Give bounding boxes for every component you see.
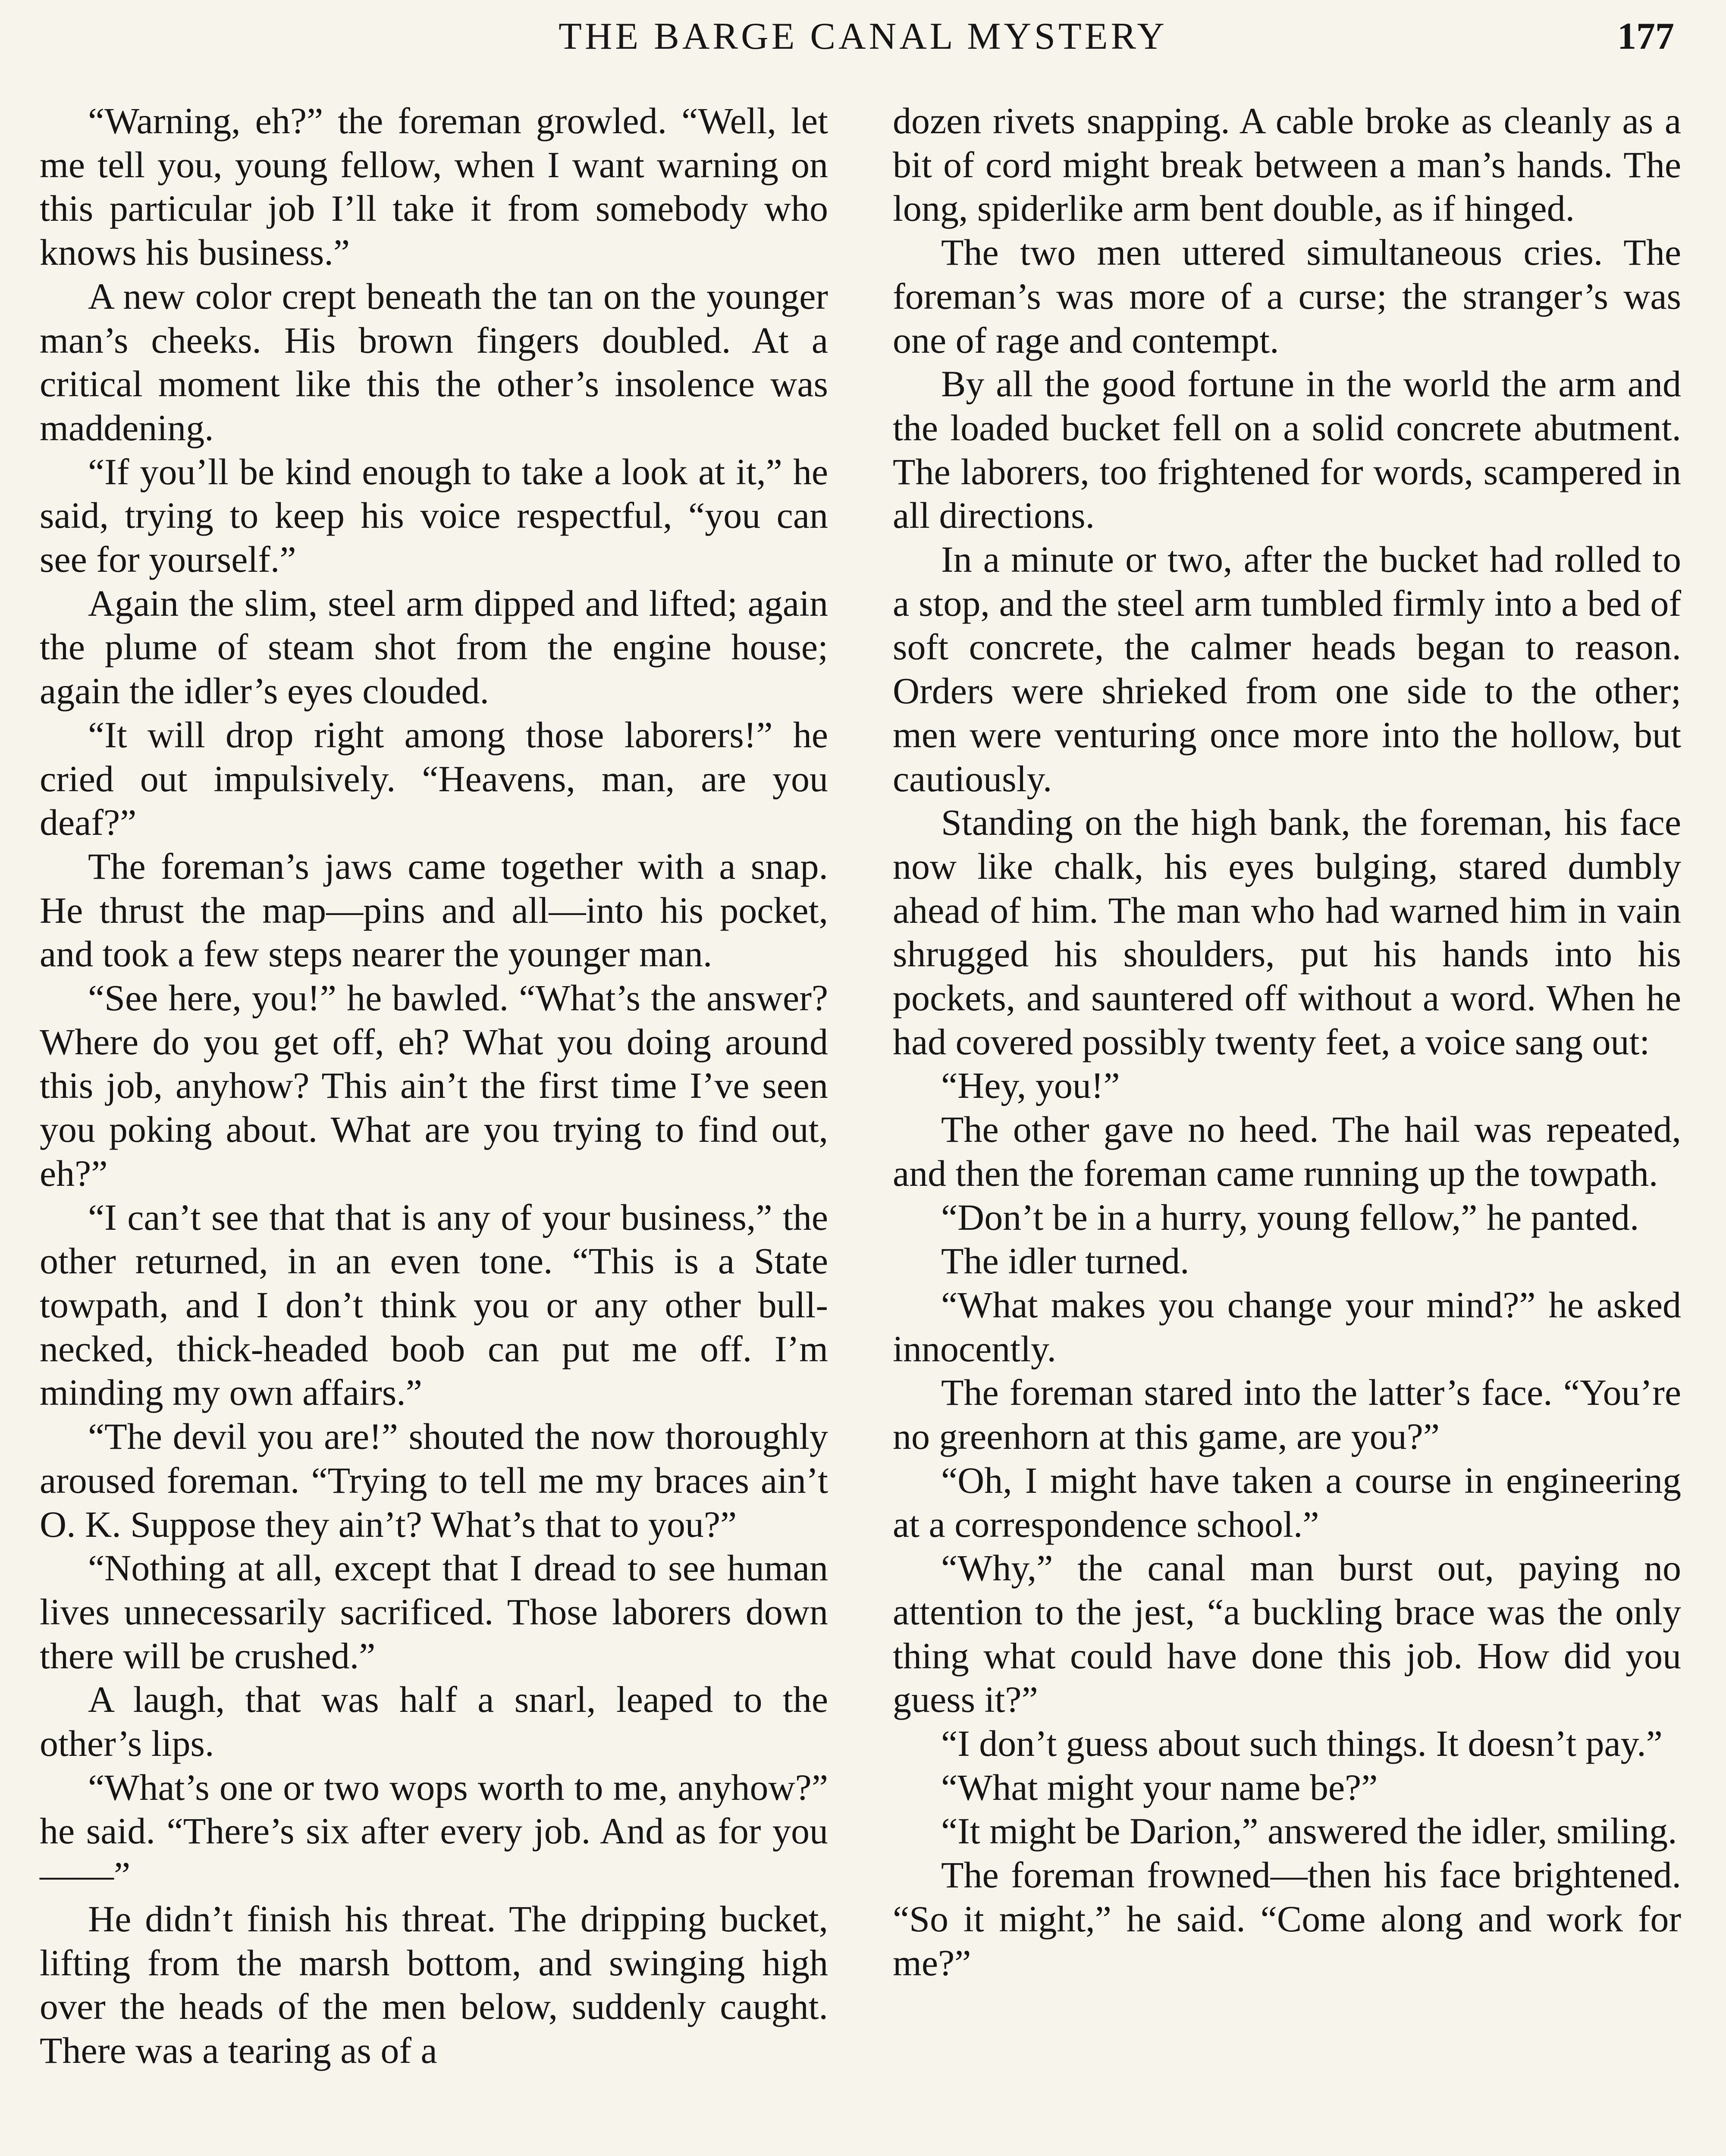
paragraph: The other gave no heed. The hail was repeated, and then the foreman came running up the towpath. [893, 1109, 1681, 1194]
paragraph: “Why,” the canal man burst out, paying no attention to the jest, “a buckling brace was the only thing what could have done this job. How did you guess it?” [893, 1547, 1681, 1720]
paragraph: “If you’ll be kind enough to take a look at it,” he said, trying to keep his voice respectful, “you can see for yourself.” [40, 451, 828, 580]
right-column [893, 99, 1681, 1985]
paragraph: “It will drop right among those laborers!” he cried out impulsively. “Heavens, man, are you deaf?” [40, 714, 828, 843]
paragraph: A laugh, that was half a snarl, leaped to the other’s lips. [40, 1679, 828, 1764]
running-title: THE BARGE CANAL MYSTERY [559, 16, 1167, 57]
paragraph: The foreman frowned—then his face brightened. “So it might,” he said. “Come along and work for me?” [893, 1854, 1681, 1984]
paragraph: “I can’t see that that is any of your business,” the other returned, in an even tone. “This is a State towpath, and I don’t think you or any other bull-necked, thick-headed boob can put me off. I’m minding my own affairs.” [40, 1196, 828, 1413]
paragraph: Standing on the high bank, the foreman, his face now like chalk, his eyes bulging, stared dumbly ahead of him. The man who had warned him in vain shrugged his shoulders, put his hands into his pockets, and sauntered off without a word. When he had covered possibly twenty feet, a voice sang out: [893, 802, 1681, 1062]
paragraph: He didn’t finish his threat. The dripping bucket, lifting from the marsh bottom, and swinging high over the heads of the men below, suddenly caught. There was a tearing as of a [40, 1898, 828, 2071]
page-header [52, 13, 1674, 60]
paragraph: “What might your name be?” [941, 1766, 1378, 1808]
paragraph: The foreman stared into the latter’s face. “You’re no greenhorn at this game, are you?” [893, 1372, 1681, 1457]
paragraph: “What’s one or two wops worth to me, anyhow?” he said. “There’s six after every job. And as for you——” [40, 1766, 828, 1896]
left-column [40, 99, 828, 2073]
paragraph: “See here, you!” he bawled. “What’s the answer? Where do you get off, eh? What you doing around this job, anyhow? This ain’t the first time I’ve seen you poking about. What are you trying to find out, eh?” [40, 977, 828, 1194]
paragraph: Again the slim, steel arm dipped and lifted; again the plume of steam shot from the engine house; again the idler’s eyes clouded. [40, 582, 828, 712]
paragraph: The foreman’s jaws came together with a snap. He thrust the map—pins and all—into his pocket, and took a few steps nearer the younger man. [40, 845, 828, 975]
paragraph: By all the good fortune in the world the arm and the loaded bucket fell on a solid concrete abutment. The laborers, too frightened for words, scampered in all directions. [893, 363, 1681, 536]
paragraph: The idler turned. [941, 1240, 1189, 1282]
paragraph: In a minute or two, after the bucket had rolled to a stop, and the steel arm tumbled firmly into a bed of soft concrete, the calmer heads began to reason. Orders were shrieked from one side to the other; men were venturing once more into the hollow, but cautiously. [893, 539, 1681, 799]
paragraph: A new color crept beneath the tan on the younger man’s cheeks. His brown fingers doubled. At a critical moment like this the other’s insolence was maddening. [40, 275, 828, 448]
paragraph: “Don’t be in a hurry, young fellow,” he panted. [941, 1196, 1639, 1238]
paragraph: The two men uttered simultaneous cries. The foreman’s was more of a curse; the stranger’s was one of rage and contempt. [893, 232, 1681, 361]
paragraph: “The devil you are!” shouted the now thoroughly aroused foreman. “Trying to tell me my braces ain’t O. K. Suppose they ain’t? What’s that to you?” [40, 1416, 828, 1545]
paragraph: “I don’t guess about such things. It doesn’t pay.” [941, 1723, 1663, 1764]
paragraph: “Hey, you!” [941, 1065, 1120, 1106]
paragraph-continuation: dozen rivets snapping. A cable broke as cleanly as a bit of cord might break between a man’s hands. The long, spiderlike arm bent double, as if hinged. [893, 100, 1681, 229]
page-number: 177 [1617, 16, 1674, 57]
paragraph: “Warning, eh?” the foreman growled. “Well, let me tell you, young fellow, when I want warning on this particular job I’ll take it from somebody who knows his business.” [40, 100, 828, 273]
paragraph: “It might be Darion,” answered the idler, smiling. [941, 1810, 1677, 1852]
paragraph: “What makes you change your mind?” he asked innocently. [893, 1284, 1681, 1369]
paragraph: “Nothing at all, except that I dread to see human lives unnecessarily sacrificed. Those laborers down there will be crushed.” [40, 1547, 828, 1677]
paragraph: “Oh, I might have taken a course in engineering at a correspondence school.” [893, 1459, 1681, 1545]
